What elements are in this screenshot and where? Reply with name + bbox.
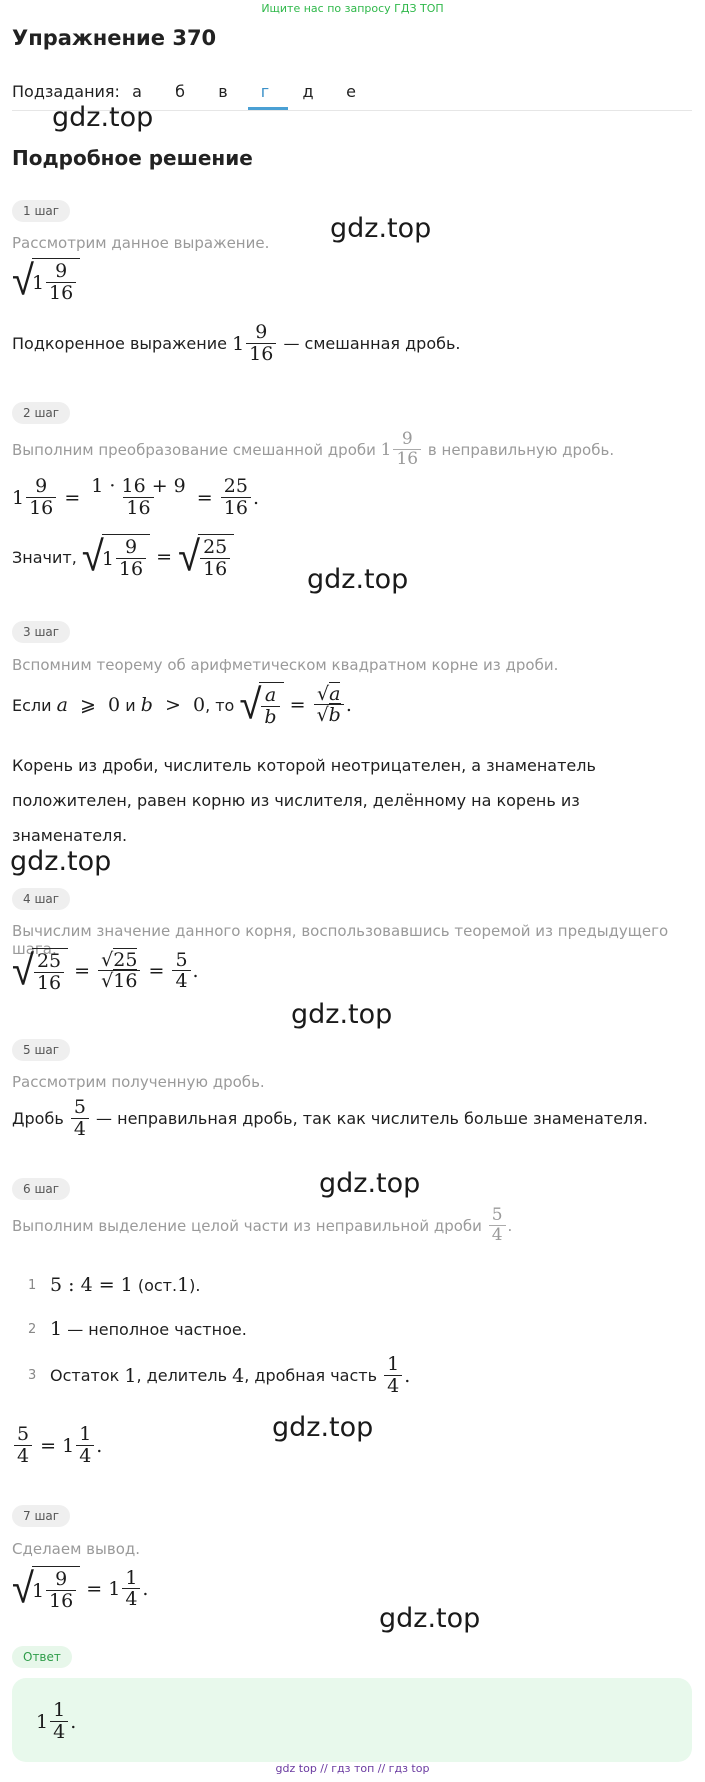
step-badge: 2 шаг	[12, 402, 70, 424]
tab-g[interactable]: г	[260, 82, 270, 101]
watermark: gdz.top	[10, 846, 112, 877]
watermark: gdz.top	[319, 1168, 421, 1199]
formula: √ 1 $\frac{9}{16}$	[12, 258, 80, 305]
step-note: Вычислим значение данного корня, воспользовавшись теоремой из предыдущего шага.	[12, 922, 669, 958]
step-note: Рассмотрим данное выражение.	[12, 234, 270, 252]
list-item: 1 5 : 4 = 1 (ост. 1 ).	[28, 1274, 201, 1296]
tab-e[interactable]: е	[346, 82, 356, 101]
watermark: gdz.top	[291, 999, 393, 1030]
watermark: gdz.top	[379, 1603, 481, 1634]
watermark: gdz.top	[272, 1412, 374, 1443]
step-badge: 3 шаг	[12, 621, 70, 643]
subtasks-label: Подзадания:	[12, 82, 120, 101]
tab-v[interactable]: в	[218, 82, 228, 101]
list-item: 3 Остаток 1 , делитель 4 , дробная часть $\frac{1}{4}$ .	[28, 1353, 411, 1397]
step-note: Выполним выделение целой части из неправильной дроби $\frac{5}{4}$ .	[12, 1205, 513, 1245]
paragraph-line: Корень из дроби, числитель которой неотрицателен, а знаменатель	[12, 756, 596, 775]
paragraph-line: положителен, равен корню из числителя, делённому на корень из	[12, 791, 580, 810]
watermark: gdz.top	[307, 564, 409, 595]
step-badge: 1 шаг	[12, 200, 70, 222]
footer-links[interactable]: gdz top // гдз топ // гдз top	[275, 1762, 430, 1775]
formula: Значит, √ 1 $\frac{9}{16}$ = √ $\frac{25}{16}$	[12, 534, 234, 581]
formula: Если a ⩾ 0 и b > 0 , то √ $\frac{a}{b}$ = $\frac{√a}{√b}$ .	[12, 681, 352, 730]
page-title: Упражнение 370	[12, 26, 217, 50]
step-note: Вспомним теорему об арифметическом квадратном корне из дроби.	[12, 656, 559, 674]
formula: √ 1 $\frac{9}{16}$ = 1 $\frac{1}{4}$ .	[12, 1565, 149, 1614]
step-badge: 6 шаг	[12, 1178, 70, 1200]
step-text: Подкоренное выражение 1 $\frac{9}{16}$ — смешанная дробь.	[12, 321, 461, 365]
paragraph-line: знаменателя.	[12, 826, 128, 845]
step-note: Выполним преобразование смешанной дроби 1 $\frac{9}{16}$ в неправильную дробь.	[12, 429, 615, 469]
step-badge: 5 шаг	[12, 1039, 70, 1061]
formula: $\frac{5}{4}$ = 1 $\frac{1}{4}$ .	[12, 1424, 102, 1468]
answer-badge: Ответ	[12, 1646, 72, 1668]
list-item: 2 1 — неполное частное.	[28, 1318, 247, 1340]
formula: 1 $\frac{9}{16}$ = $\frac{1 \cdot 16 + 9}{16}$ = $\frac{25}{16}$ .	[12, 475, 259, 519]
step-note: Сделаем вывод.	[12, 1540, 141, 1558]
answer-formula: 1 $\frac{1}{4}$ .	[36, 1699, 77, 1743]
tab-a[interactable]: а	[132, 82, 142, 101]
step-badge: 7 шаг	[12, 1505, 70, 1527]
solution-heading: Подробное решение	[12, 146, 253, 170]
step-badge: 4 шаг	[12, 888, 70, 910]
tab-d[interactable]: д	[302, 82, 314, 101]
answer-box	[12, 1678, 692, 1762]
top-note: Ищите нас по запросу ГДЗ ТОП	[261, 2, 444, 15]
watermark: gdz.top	[52, 102, 154, 133]
tab-b[interactable]: б	[175, 82, 185, 101]
step-note: Рассмотрим полученную дробь.	[12, 1073, 265, 1091]
formula: √ $\frac{25}{16}$ = $\frac{√25}{√16}$ = $\frac{5}{4}$ .	[12, 947, 199, 996]
watermark: gdz.top	[330, 213, 432, 244]
step-text: Дробь $\frac{5}{4}$ — неправильная дробь, так как числитель больше знаменателя.	[12, 1096, 648, 1140]
